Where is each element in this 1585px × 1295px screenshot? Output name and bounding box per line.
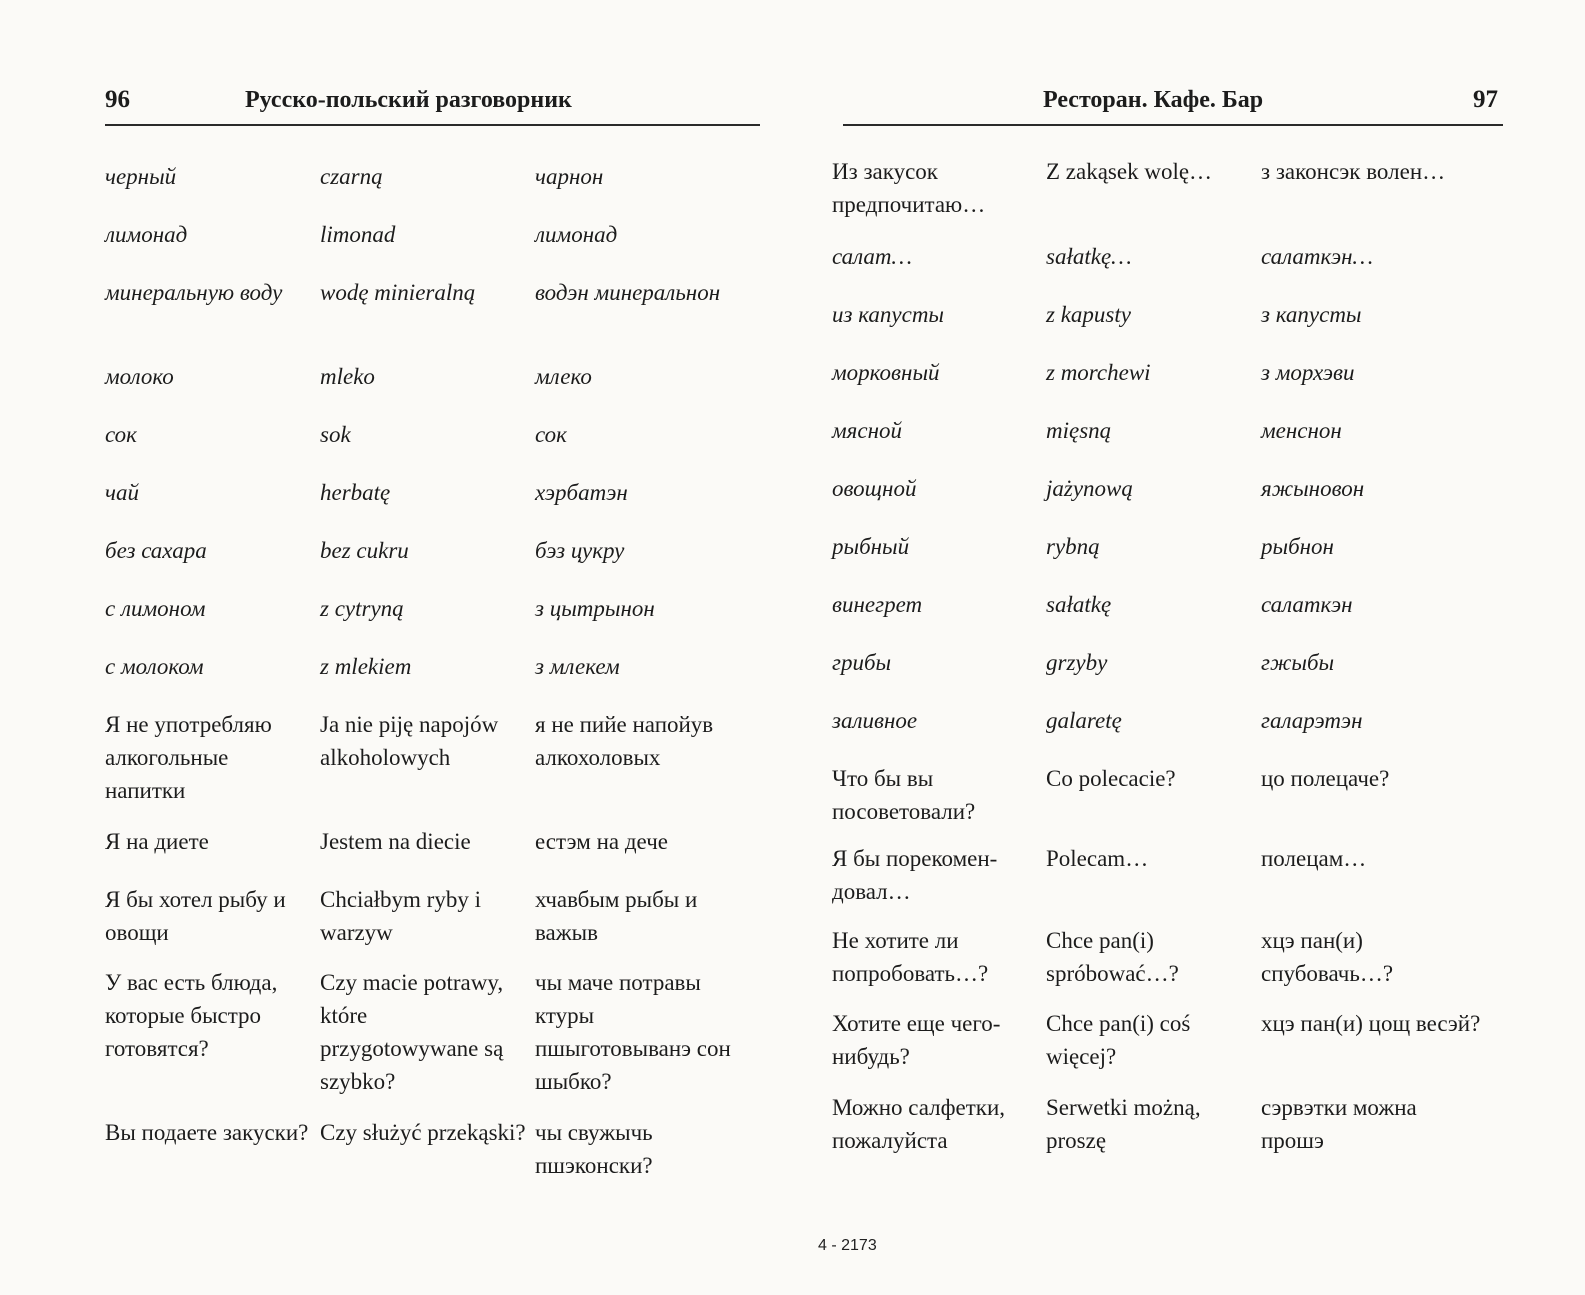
transcription-phrase: з цытрынон	[535, 596, 655, 621]
russian-phrase: молоко	[105, 364, 174, 389]
polish-phrase: mięsną	[1046, 418, 1112, 443]
transcription-phrase: хцэ пан(и) цощ весэй?	[1261, 1011, 1481, 1036]
transcription-phrase: водэн минеральнон	[535, 280, 721, 305]
polish-phrase: Serwetki możną, proszę	[1046, 1095, 1201, 1153]
transcription-phrase: яжыновон	[1261, 476, 1365, 501]
phrase-row	[832, 762, 1491, 828]
transcription-phrase: салаткэн…	[1261, 244, 1373, 269]
transcription-phrase: менснон	[1261, 418, 1342, 443]
transcription-phrase: я не пийе напойув алкохоловых	[535, 712, 714, 770]
russian-phrase: лимонад	[105, 222, 188, 247]
russian-phrase: с молоком	[105, 654, 204, 679]
phrase-row	[105, 476, 750, 509]
polish-phrase: Jestem na diecie	[320, 829, 471, 854]
transcription-phrase: з млекем	[535, 654, 620, 679]
transcription-phrase: салаткэн	[1261, 592, 1353, 617]
transcription-phrase: хчавбым рыбы и важыв	[535, 887, 698, 945]
transcription-phrase: галарэтэн	[1261, 708, 1363, 733]
polish-phrase: z morchewi	[1046, 360, 1151, 385]
phrase-row	[832, 414, 1491, 447]
polish-phrase: z mlekiem	[320, 654, 412, 679]
phrase-row	[832, 472, 1491, 505]
polish-phrase: galaretę	[1046, 708, 1122, 733]
phrase-row	[105, 883, 750, 949]
russian-phrase: У вас есть блюда, которые быстро готовятся?	[105, 970, 278, 1061]
russian-phrase: винегрет	[832, 592, 923, 617]
russian-phrase: минеральную воду	[105, 280, 283, 305]
phrase-row	[105, 418, 750, 451]
russian-phrase: грибы	[832, 650, 892, 675]
phrase-row	[105, 276, 750, 309]
polish-phrase: Czy macie potrawy, które przygotowywane są szybko?	[320, 970, 504, 1094]
transcription-phrase: гжыбы	[1261, 650, 1335, 675]
russian-phrase: овощной	[832, 476, 917, 501]
russian-phrase: Что бы вы посоветовали?	[832, 766, 976, 824]
russian-phrase: без сахара	[105, 538, 207, 563]
phrase-row	[832, 1091, 1491, 1157]
russian-phrase: с лимоном	[105, 596, 206, 621]
transcription-phrase: чы маче потравы ктуры пшыготовыванэ сон шыбко?	[535, 970, 731, 1094]
phrase-row	[105, 218, 750, 251]
polish-phrase: Z zakąsek wolę…	[1046, 159, 1213, 184]
phrase-row	[832, 588, 1491, 621]
phrase-row	[105, 966, 750, 1098]
transcription-phrase: з законсэк волен…	[1261, 159, 1446, 184]
phrase-row	[105, 708, 750, 807]
russian-phrase: Хотите еще чего-нибудь?	[832, 1011, 1001, 1069]
transcription-phrase: з капусты	[1261, 302, 1362, 327]
russian-phrase: Я бы хотел рыбу и овощи	[105, 887, 286, 945]
phrase-row	[105, 160, 750, 193]
polish-phrase: sok	[320, 422, 351, 447]
polish-phrase: Chce pan(i) spróbować…?	[1046, 928, 1179, 986]
left-page	[0, 0, 790, 1295]
left-page-title: Русско-польский разговорник	[245, 87, 572, 113]
phrase-row	[832, 842, 1491, 908]
transcription-phrase: з морхэви	[1261, 360, 1355, 385]
polish-phrase: Czy służyć przekąski?	[320, 1120, 526, 1145]
russian-phrase: морковный	[832, 360, 940, 385]
russian-phrase: Вы подаете закуски?	[105, 1120, 309, 1145]
russian-phrase: рыбный	[832, 534, 910, 559]
right-page-title: Ресторан. Кафе. Бар	[1043, 87, 1264, 113]
right-page	[790, 0, 1585, 1295]
transcription-phrase: сэрвэтки можна прошэ	[1261, 1095, 1417, 1153]
russian-phrase: мясной	[832, 418, 902, 443]
polish-phrase: mleko	[320, 364, 375, 389]
left-page-number: 96	[105, 86, 130, 113]
phrase-row	[832, 646, 1491, 679]
phrase-row	[105, 1116, 750, 1182]
russian-phrase: Из закусок предпочитаю…	[832, 159, 986, 217]
phrase-row	[105, 650, 750, 683]
polish-phrase: czarną	[320, 164, 383, 189]
polish-phrase: Polecam…	[1046, 846, 1149, 871]
polish-phrase: Chce pan(i) coś więcej?	[1046, 1011, 1191, 1069]
russian-phrase: Я на диете	[105, 829, 209, 854]
polish-phrase: sałatkę	[1046, 592, 1112, 617]
transcription-phrase: естэм на дече	[535, 829, 668, 854]
transcription-phrase: хэрбатэн	[535, 480, 628, 505]
phrase-row	[105, 534, 750, 567]
transcription-phrase: чарнон	[535, 164, 604, 189]
russian-phrase: заливное	[832, 708, 918, 733]
polish-phrase: grzyby	[1046, 650, 1108, 675]
polish-phrase: Ja nie piję napojów alkoholowych	[320, 712, 499, 770]
phrase-row	[832, 356, 1491, 389]
phrase-row	[105, 360, 750, 393]
polish-phrase: z cytryną	[320, 596, 404, 621]
russian-phrase: Я не употребляю алкогольные напитки	[105, 712, 272, 803]
polish-phrase: limonad	[320, 222, 396, 247]
left-page-header	[105, 80, 760, 126]
russian-phrase: из капусты	[832, 302, 945, 327]
phrase-row	[832, 155, 1491, 221]
transcription-phrase: бэз цукру	[535, 538, 625, 563]
russian-phrase: салат…	[832, 244, 912, 269]
phrase-row	[832, 704, 1491, 737]
transcription-phrase: сок	[535, 422, 567, 447]
right-page-number: 97	[1473, 86, 1498, 113]
phrase-row	[832, 298, 1491, 331]
phrase-row	[832, 530, 1491, 563]
transcription-phrase: чы свужычь пшэконски?	[535, 1120, 653, 1178]
polish-phrase: jażynową	[1046, 476, 1133, 501]
right-page-header	[843, 80, 1503, 126]
printer-signature-code: 4 - 2173	[818, 1237, 877, 1254]
polish-phrase: wodę minieralną	[320, 280, 476, 305]
russian-phrase: Можно салфетки, пожалуйста	[832, 1095, 1006, 1153]
transcription-phrase: полецам…	[1261, 846, 1367, 871]
russian-phrase: Не хотите ли попробовать…?	[832, 928, 989, 986]
transcription-phrase: рыбнон	[1261, 534, 1334, 559]
polish-phrase: herbatę	[320, 480, 391, 505]
polish-phrase: sałatkę…	[1046, 244, 1132, 269]
russian-phrase: Я бы порекомен-довал…	[832, 846, 998, 904]
phrase-row	[105, 592, 750, 625]
transcription-phrase: млеко	[535, 364, 592, 389]
russian-phrase: чай	[105, 480, 139, 505]
phrase-row	[105, 825, 750, 858]
phrase-row	[832, 1007, 1491, 1073]
russian-phrase: черный	[105, 164, 177, 189]
phrase-row	[832, 924, 1491, 990]
transcription-phrase: цо полецаче?	[1261, 766, 1390, 791]
transcription-phrase: лимонад	[535, 222, 618, 247]
polish-phrase: z kapusty	[1046, 302, 1131, 327]
transcription-phrase: хцэ пан(и) спубовачь…?	[1261, 928, 1394, 986]
russian-phrase: сок	[105, 422, 137, 447]
phrase-row	[832, 240, 1491, 273]
polish-phrase: Co polecacie?	[1046, 766, 1176, 791]
polish-phrase: bez cukru	[320, 538, 409, 563]
polish-phrase: rybną	[1046, 534, 1100, 559]
polish-phrase: Chciałbym ryby i warzyw	[320, 887, 481, 945]
